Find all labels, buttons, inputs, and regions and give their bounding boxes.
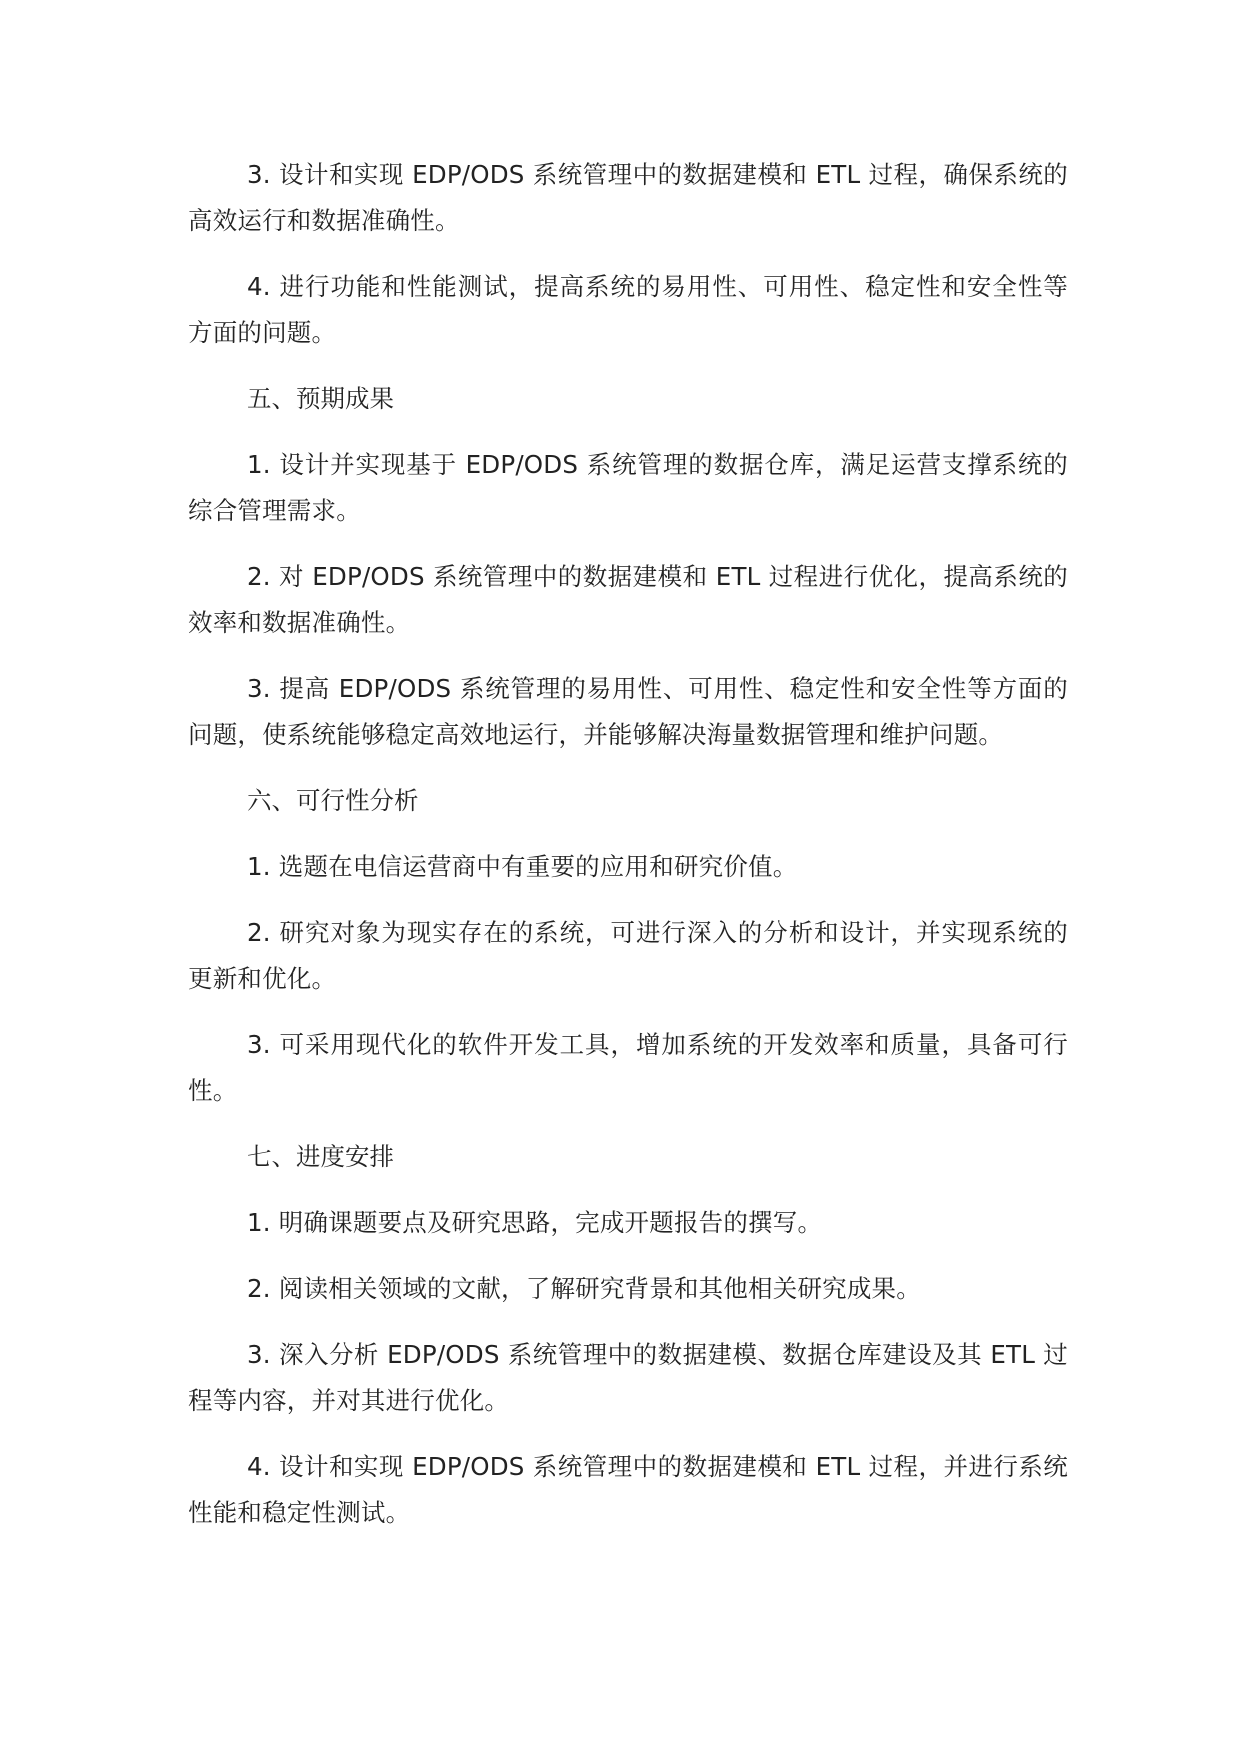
- paragraph-schedule-1: 1. 明确课题要点及研究思路，完成开题报告的撰写。: [247, 1208, 823, 1237]
- paragraph-feasibility-1: 1. 选题在电信运营商中有重要的应用和研究价值。: [247, 852, 798, 881]
- paragraph-feasibility-3: 3. 可采用现代化的软件开发工具，增加系统的开发效率和质量，具备可行性。: [188, 1030, 1068, 1105]
- document-body: [188, 152, 1068, 1556]
- paragraph-schedule-3: 3. 深入分析 EDP/ODS 系统管理中的数据建模、数据仓库建设及其 ETL 过程等内容，并对其进行优化。: [188, 1340, 1068, 1415]
- paragraph-schedule-4: 4. 设计和实现 EDP/ODS 系统管理中的数据建模和 ETL 过程，并进行系统性能和稳定性测试。: [188, 1452, 1068, 1527]
- paragraph-result-2: 2. 对 EDP/ODS 系统管理中的数据建模和 ETL 过程进行优化，提高系统的效率和数据准确性。: [188, 562, 1068, 637]
- paragraph-feasibility-2: 2. 研究对象为现实存在的系统，可进行深入的分析和设计，并实现系统的更新和优化。: [188, 918, 1068, 993]
- paragraph-item-4-testing: 4. 进行功能和性能测试，提高系统的易用性、可用性、稳定性和安全性等方面的问题。: [188, 272, 1068, 347]
- section-heading-expected-results: 五、预期成果: [247, 384, 394, 413]
- paragraph-schedule-2: 2. 阅读相关领域的文献，了解研究背景和其他相关研究成果。: [247, 1274, 921, 1303]
- paragraph-item-3-design-etl: 3. 设计和实现 EDP/ODS 系统管理中的数据建模和 ETL 过程，确保系统的高效运行和数据准确性。: [188, 160, 1068, 235]
- section-heading-feasibility: 六、可行性分析: [247, 786, 419, 815]
- paragraph-result-1: 1. 设计并实现基于 EDP/ODS 系统管理的数据仓库，满足运营支撑系统的综合管理需求。: [188, 450, 1068, 525]
- section-heading-schedule: 七、进度安排: [247, 1142, 394, 1171]
- paragraph-result-3: 3. 提高 EDP/ODS 系统管理的易用性、可用性、稳定性和安全性等方面的问题，使系统能够稳定高效地运行，并能够解决海量数据管理和维护问题。: [188, 674, 1068, 749]
